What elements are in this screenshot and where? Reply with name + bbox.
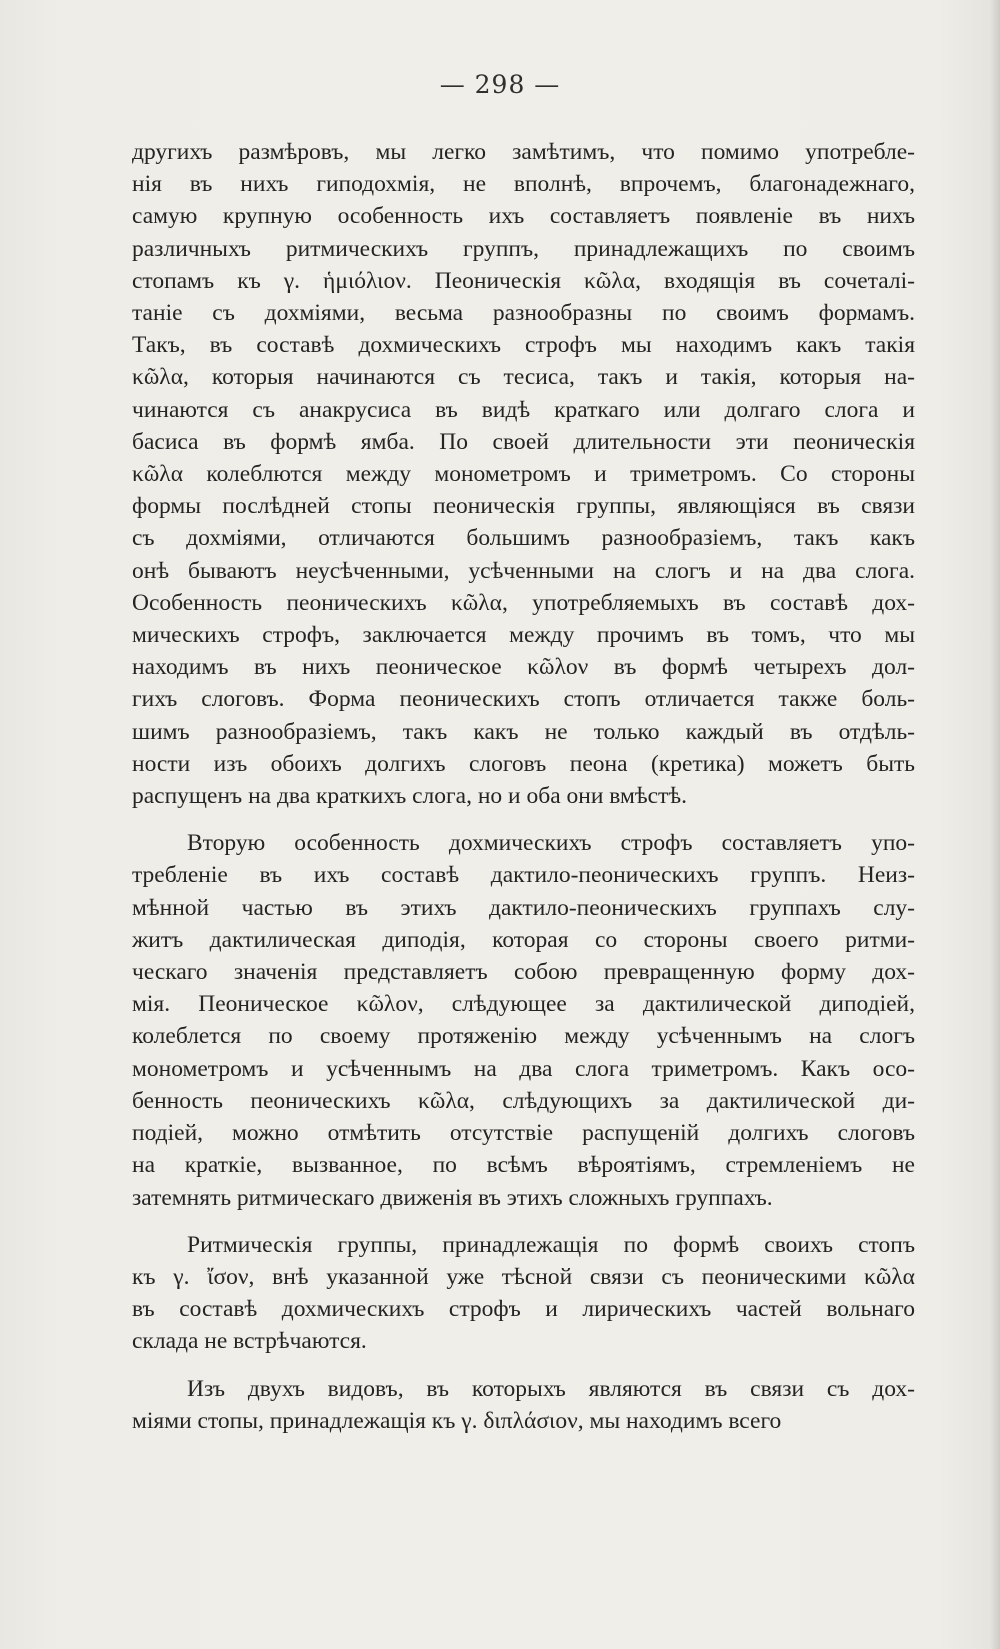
- text-line: затемнять ритмическаго движенія въ этихъ сложныхъ группахъ.: [132, 1184, 773, 1211]
- text-line: шимъ разнообразіемъ, такъ какъ не только каждый въ отдѣль-: [132, 718, 915, 745]
- text-line: басиса въ формѣ ямба. По своей длительности эти пеоническія: [132, 428, 915, 455]
- body-text: [132, 136, 915, 1437]
- text-line: въ составѣ дохмическихъ строфъ и лирическихъ частей вольнаго: [132, 1296, 915, 1323]
- text-line: κῶλα колеблются между монометромъ и триметромъ. Со стороны: [132, 461, 915, 488]
- text-line: мическихъ строфъ, заключается между прочимъ въ томъ, что мы: [132, 622, 915, 649]
- text-line: мѣнной частью въ этихъ дактило-пеоническихъ группахъ слу-: [132, 894, 915, 921]
- text-line: міями стопы, принадлежащія къ γ. διπλάσιον, мы находимъ всего: [132, 1407, 782, 1434]
- text-line: κῶλα, которыя начинаются съ тесиса, такъ и такія, которыя на-: [132, 364, 915, 391]
- text-line: житъ дактилическая диподія, которая со стороны своего ритми-: [132, 926, 915, 953]
- text-line: Особенность пеоническихъ κῶλα, употребляемыхъ въ составѣ дох-: [132, 589, 915, 616]
- text-line: онѣ бываютъ неусѣченными, усѣченными на слогъ и на два слога.: [132, 557, 915, 584]
- paragraph: [132, 1373, 915, 1437]
- text-line: къ γ. ἴσον, внѣ указанной уже тѣсной связи съ пеоническими κῶλα: [132, 1263, 915, 1290]
- text-line: подіей, можно отмѣтить отсутствіе распущеній долгихъ слоговъ: [132, 1120, 915, 1147]
- text-line: съ дохміями, отличаются большимъ разнообразіемъ, такъ какъ: [132, 525, 915, 552]
- text-line: другихъ размѣровъ, мы легко замѣтимъ, что помимо употребле-: [132, 139, 915, 165]
- text-line: бенность пеоническихъ κῶλα, слѣдующихъ за дактилической ди-: [132, 1087, 915, 1114]
- text-line: требленіе въ ихъ составѣ дактило-пеоническихъ группъ. Неиз-: [132, 862, 915, 889]
- text-line: таніе съ дохміями, весьма разнообразны по своимъ формамъ.: [132, 300, 915, 327]
- paragraph: [132, 1229, 915, 1358]
- paragraph: [132, 136, 915, 812]
- text-line: ности изъ обоихъ долгихъ слоговъ пеона (кретика) можетъ быть: [132, 750, 915, 777]
- text-line: стопамъ къ γ. ἡμιόλιον. Пеоническія κῶλα, входящія въ сочеталі-: [132, 267, 915, 294]
- text-line: мія. Пеоническое κῶλον, слѣдующее за дактилической диподіей,: [132, 991, 915, 1018]
- text-line: монометромъ и усѣченнымъ на два слога триметромъ. Какъ осо-: [132, 1055, 915, 1082]
- text-line: Такъ, въ составѣ дохмическихъ строфъ мы находимъ какъ такія: [132, 332, 915, 359]
- text-line: Изъ двухъ видовъ, въ которыхъ являются въ связи съ дох-: [187, 1375, 915, 1402]
- text-line: на краткіе, вызванное, по всѣмъ вѣроятіямъ, стремленіемъ не: [132, 1152, 915, 1179]
- page-number: — 298 —: [439, 70, 561, 99]
- text-line: различныхъ ритмическихъ группъ, принадлежащихъ по своимъ: [132, 235, 915, 262]
- text-line: самую крупную особенность ихъ составляетъ появленіе въ нихъ: [132, 203, 915, 230]
- text-line: гихъ слоговъ. Форма пеоническихъ стопъ отличается также боль-: [132, 686, 915, 713]
- text-line: ческаго значенія представляетъ собою превращенную форму дох-: [132, 959, 915, 986]
- text-line: чинаются съ анакрусиса въ видѣ краткаго или долгаго слога и: [132, 396, 915, 423]
- text-line: распущенъ на два краткихъ слога, но и оба они вмѣстѣ.: [132, 783, 687, 810]
- text-line: нія въ нихъ гиподохмія, не вполнѣ, впрочемъ, благонадежнаго,: [132, 171, 915, 198]
- text-line: формы послѣдней стопы пеоническія группы, являющіяся въ связи: [132, 493, 915, 520]
- text-line: Ритмическія группы, принадлежащія по формѣ своихъ стопъ: [187, 1231, 915, 1258]
- paragraph: [132, 827, 915, 1213]
- text-line: колеблется по своему протяженію между усѣченнымъ на слогъ: [132, 1023, 915, 1050]
- text-line: склада не встрѣчаются.: [132, 1328, 367, 1355]
- text-line: находимъ въ нихъ пеоническое κῶλον въ формѣ четырехъ дол-: [132, 654, 915, 681]
- page-edge-shadow: [990, 0, 1000, 1649]
- text-line: Вторую особенность дохмическихъ строфъ составляетъ упо-: [187, 830, 915, 857]
